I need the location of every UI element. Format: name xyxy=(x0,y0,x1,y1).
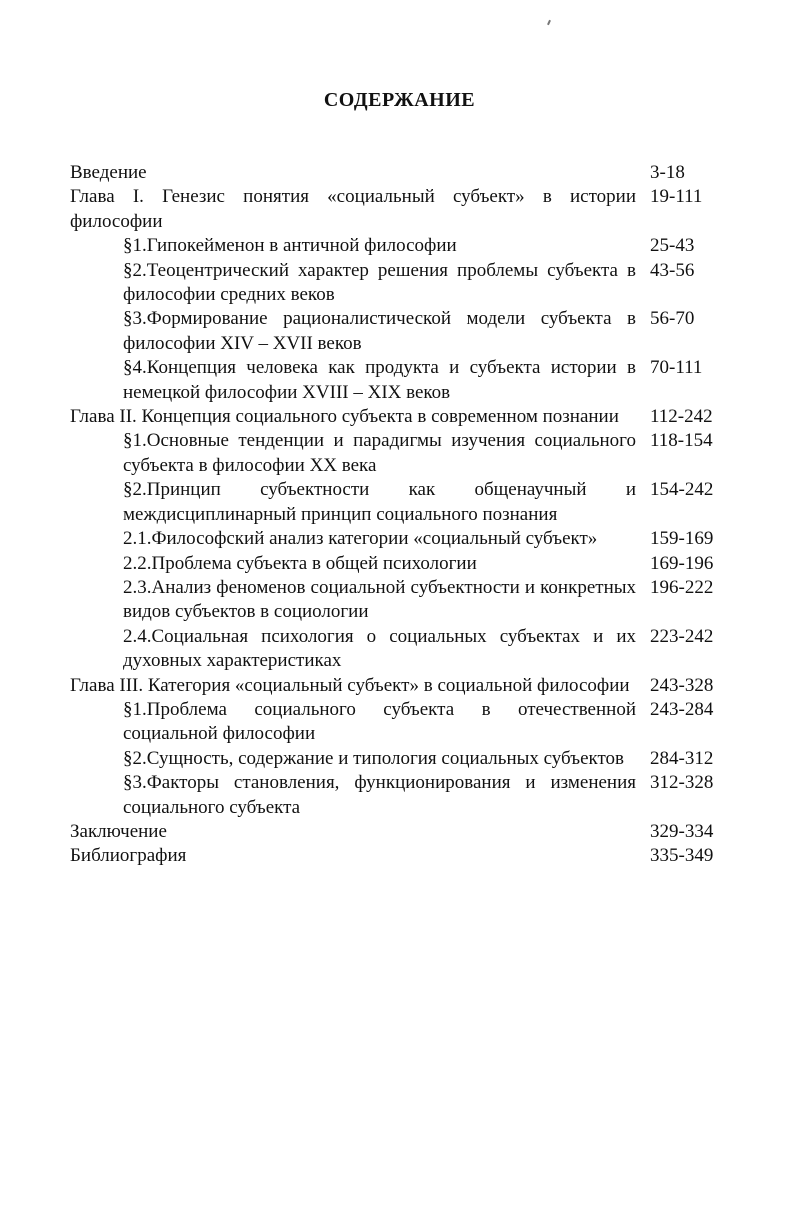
toc-entry-pages: 284-312 xyxy=(650,747,714,769)
toc-entry-text: §2.Принцип субъектности как общенаучный и междисциплинарный принцип социального познания xyxy=(123,479,636,525)
table-of-contents xyxy=(70,161,730,869)
toc-entry-text: §1.Проблема социального субъекта в отечественной социальной философии xyxy=(123,698,636,745)
toc-entry-pages: 243-328 xyxy=(650,674,714,696)
toc-entry-subsection-2-2-3 xyxy=(70,576,730,625)
toc-entry-pages: 159-169 xyxy=(650,528,714,550)
toc-entry-pages: 312-328 xyxy=(650,772,714,794)
toc-entry-text: Заключение xyxy=(70,820,167,842)
toc-entry-section-3-3 xyxy=(70,771,730,820)
toc-entry-pages: 118-154 xyxy=(650,430,713,452)
toc-entry-pages: 169-196 xyxy=(650,552,714,574)
toc-entry-section-1-2 xyxy=(70,259,730,308)
toc-entry-chapter-2 xyxy=(70,405,730,429)
toc-entry-text: §2.Теоцентрический характер решения проблемы субъекта в философии средних веков xyxy=(123,259,636,306)
toc-entry-pages: 112-242 xyxy=(650,406,713,428)
toc-entry-conclusion xyxy=(70,820,730,844)
toc-entry-subsection-2-2-1 xyxy=(70,527,730,551)
toc-entry-text: Глава II. Концепция социального субъекта в современном познании xyxy=(70,406,619,428)
toc-entry-pages: 25-43 xyxy=(650,235,695,257)
scan-speck xyxy=(547,20,551,25)
toc-entry-subsection-2-2-4 xyxy=(70,625,730,674)
toc-entry-pages: 196-222 xyxy=(650,576,714,598)
toc-entry-text: 2.4.Социальная психология о социальных субъектах и их духовных характеристиках xyxy=(123,625,636,672)
toc-entry-chapter-3 xyxy=(70,674,730,698)
toc-entry-text: 2.1.Философский анализ категории «социальный субъект» xyxy=(123,528,598,550)
toc-entry-pages: 329-334 xyxy=(650,820,714,842)
toc-entry-pages: 3-18 xyxy=(650,162,685,183)
toc-entry-text: §2.Сущность, содержание и типология социальных субъектов xyxy=(123,747,625,769)
toc-entry-bibliography xyxy=(70,844,730,868)
toc-entry-text: §1.Гипокейменон в античной философии xyxy=(123,235,457,257)
toc-entry-pages: 243-284 xyxy=(650,698,714,720)
toc-entry-text: Введение xyxy=(70,162,147,183)
toc-entry-section-2-2 xyxy=(70,478,730,527)
toc-entry-text: §3.Факторы становления, функционирования и изменения социального субъекта xyxy=(123,772,636,818)
toc-entry-pages: 43-56 xyxy=(650,259,695,281)
toc-entry-pages: 154-242 xyxy=(650,479,714,501)
toc-entry-text: §3.Формирование рационалистической модели субъекта в философии XIV – XVII веков xyxy=(123,308,636,354)
toc-entry-introduction xyxy=(70,161,730,185)
toc-entry-section-3-2 xyxy=(70,747,730,771)
toc-entry-text: §1.Основные тенденции и парадигмы изучения социального субъекта в философии XX века xyxy=(123,430,636,476)
toc-entry-pages: 223-242 xyxy=(650,625,714,647)
toc-entry-pages: 70-111 xyxy=(650,357,703,379)
toc-entry-section-3-1 xyxy=(70,698,730,747)
toc-entry-pages: 19-111 xyxy=(650,186,703,208)
toc-entry-section-1-3 xyxy=(70,307,730,356)
toc-entry-text: 2.3.Анализ феноменов социальной субъектности и конкретных видов субъектов в социологии xyxy=(123,576,636,623)
toc-entry-text: Библиография xyxy=(70,845,187,867)
toc-entry-text: Глава I. Генезис понятия «социальный субъект» в истории философии xyxy=(70,186,636,232)
toc-entry-section-2-1 xyxy=(70,429,730,478)
toc-entry-pages: 56-70 xyxy=(650,308,695,330)
page-title: СОДЕРЖАНИЕ xyxy=(323,89,476,111)
toc-entry-section-1-4 xyxy=(70,356,730,405)
toc-entry-chapter-1 xyxy=(70,185,730,234)
toc-entry-text: §4.Концепция человека как продукта и субъекта истории в немецкой философии XVIII – XIX веков xyxy=(123,357,636,403)
toc-entry-text: Глава III. Категория «социальный субъект» в социальной философии xyxy=(70,674,630,696)
toc-entry-pages: 335-349 xyxy=(650,845,714,867)
toc-entry-subsection-2-2-2 xyxy=(70,552,730,576)
toc-entry-section-1-1 xyxy=(70,234,730,258)
toc-entry-text: 2.2.Проблема субъекта в общей психологии xyxy=(123,552,477,574)
